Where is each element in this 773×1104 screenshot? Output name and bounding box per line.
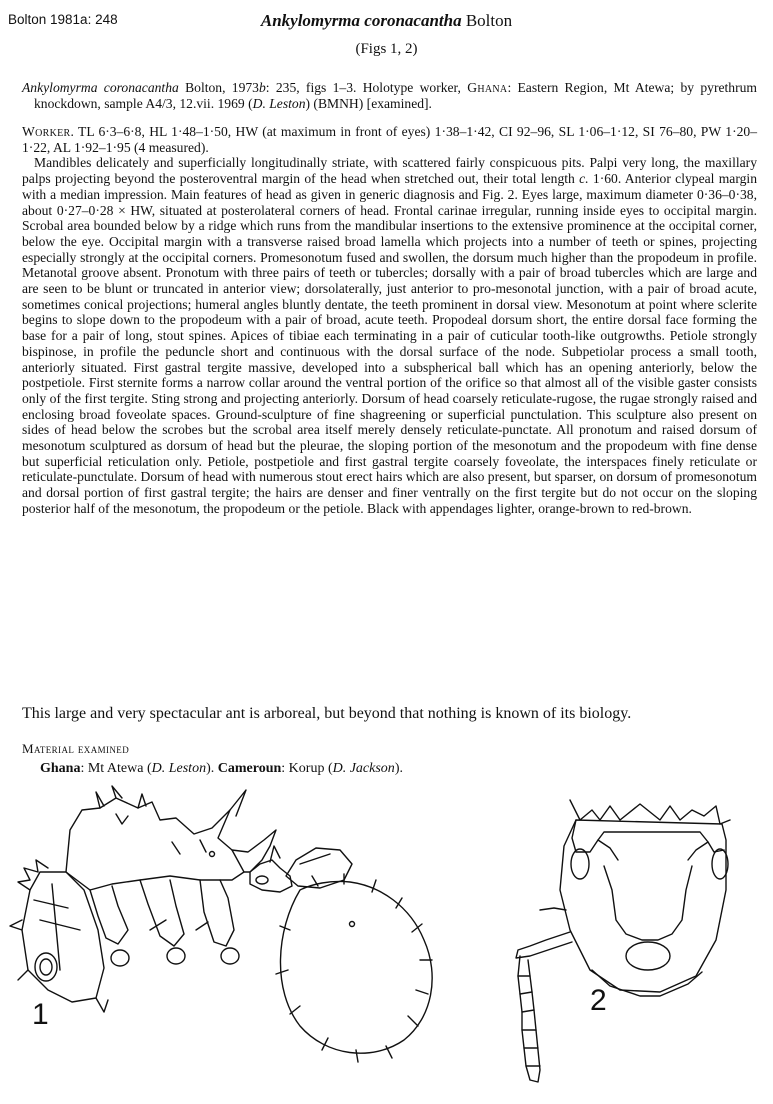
synonymy-text: b [258,80,266,95]
pronotal-spines [96,786,246,816]
propodeal-spine [232,830,276,872]
leg-2 [140,880,184,946]
figure-2-number: 2 [590,984,607,1017]
antennal-funiculus [518,956,540,1082]
measurements-text: . TL 6·3–6·8, HL 1·48–1·50, HW (at maximum in front of eyes) 1·38–1·42, CI 92–96, SL 1·06–1·12, SI 76–80, PW 1·20–1·22, AL 1·92–1·95 (4 measured). [22,124,757,155]
synonymy-species: Ankylomyrma coronacantha [22,80,179,95]
citation-reference: Bolton 1981a: 248 [8,12,118,27]
material-text: ). [206,761,218,776]
species-title [0,11,773,31]
description-paragraph [22,155,757,516]
eye [35,953,57,981]
collector: D. Leston [151,761,207,776]
synonymy-collector: D. Leston [252,95,306,111]
antennal-scape [516,932,572,958]
description-text: 1·60. Anterior clypeal margin with a median impression. Main features of head as given in generic diagnosis and Fig. 2. Eyes large, maximum diameter 0·36–0·38, about 0·27–0·28 × HW, situated at posterolateral corners of head. Frontal carinae irregular, running inside eyes to occipital margin. Scrobal area bounded below by a ridge which runs from the mandibular insertions to the extensive prominence at the occipital corner, below the eye. Occipital margin with a transverse raised broad lamella which projects into a number of teeth or spines, projecting especially strongly at the occipital corners. Promesonotum fused and swollen, the dorsum much higher than the propodeum in profile. Metanotal groove absent. Pronotum with three pairs of teeth or tubercles; dorsally with a pair of broad tubercles which are large and are seen to be blunt or truncated in anterior view; dorsolaterally, just anterior to pro-mesonotal junction, with a pair of broad acute, sometimes conical projections; humeral angles bluntly dentate, the teeth prominent in dorsal view. Mesonotum at point where sclerite begins to slope down to the propodeum with a pair of broad, acute teeth. Propodeal dorsum short, the entire dorsal face forming the base for a pair of long, stout spines. Apices of tibiae each terminating in a pair of cuticular tooth-like outgrowths. Petiole strongly bispinose, in profile the peduncle short and continuous with the dorsal surface of the node. Subpetiolar process a small tooth, anteriorly situated. First gastral tergite massive, developed into a subspherical ball which has an opening anteriorly, below the postpetiole. First sternite forms a narrow collar around the ventral portion of the orifice so that almost all of the visible gaster consists only of the first tergite. Sting strong and projecting anteriorly. Dorsum of head coarsely reticulate-rugose, the rugae strongly raised and enclosing broad foveolate spaces. Ground-sculpture of fine shagreening or superficial punctulation. This sculpture also present on sides of head below the scrobes but the scrobal area itself merely densely reticulate-punctate. All pronotum and raised dorsum of mesonotum sculptured as dorsum of head but the pleurae, the sloping portion of the mesonotum and the propodeum with fine dense but superficial reticulation only. Petiole, postpetiole and first gastral tergite coarsely foveolate, the interspaces finely reticulate or reticulate-punctulate. Dorsum of head with numerous stout erect hairs which are also present, but sparser, on dorsum of promesonotum and dorsal portion of first gastral tergite; the hairs are denser and finer ventrally on the first tergite but do not occur on the sloping posterior half of the mesonotum, the propodeum or the petiole. Black with appendages lighter, orange-brown to red-brown. [22,171,757,516]
collector: D. Jackson [332,761,395,776]
species-author: Bolton [461,11,513,30]
synonymy-text: ) (BMNH) [examined]. [305,95,432,111]
gaster-outline [280,881,432,1053]
head-outline [22,872,104,1002]
promesonotum-outline [66,798,244,890]
material-text: : Mt Atewa ( [80,761,152,776]
description-text: c. [579,171,589,187]
material-text: ). [394,761,403,776]
clypeus [626,942,670,970]
frontal-carina [604,866,692,940]
description-section [22,124,757,517]
synonymy-country: Ghana [467,80,508,95]
synonymy-text: : Eastern Region, Mt Atewa; by pyrethrum knockdown, sample A4/3, 12.vii. 1969 ( [34,80,757,111]
synonymy-text: : 235, figs 1–3. Holotype worker, [265,80,468,95]
measurements-paragraph [22,124,757,155]
leg-1 [90,886,128,944]
figure-1-ant-profile [0,780,520,1100]
caste-heading: Worker [22,124,71,139]
figure-1-number: 1 [32,998,49,1031]
material-list [40,761,403,777]
head-teeth [10,860,108,1012]
synonymy-text: Bolton, 1973 [178,80,259,95]
leg-3 [200,880,234,946]
material-text: : Korup ( [281,761,333,776]
figure-2-head-frontal [500,780,760,1100]
biology-remark: This large and very spectacular ant is arboreal, but beyond that nothing is known of its biology. [22,705,632,722]
figure-reference: (Figs 1, 2) [355,41,418,57]
country: Cameroun [217,761,282,776]
eye-left [571,849,589,879]
species-name: Ankylomyrma coronacantha [260,11,462,30]
material-heading: Material examined [22,741,130,756]
synonymy-paragraph [22,80,757,111]
description-text: Mandibles delicately and superficially longitudinally striate, with scattered fairly conspicuous pits. Palpi very long, the maxillary palps projecting beyond the posteroventral margin of the head when stretched out, their total length [22,155,757,187]
country: Ghana [40,761,81,776]
